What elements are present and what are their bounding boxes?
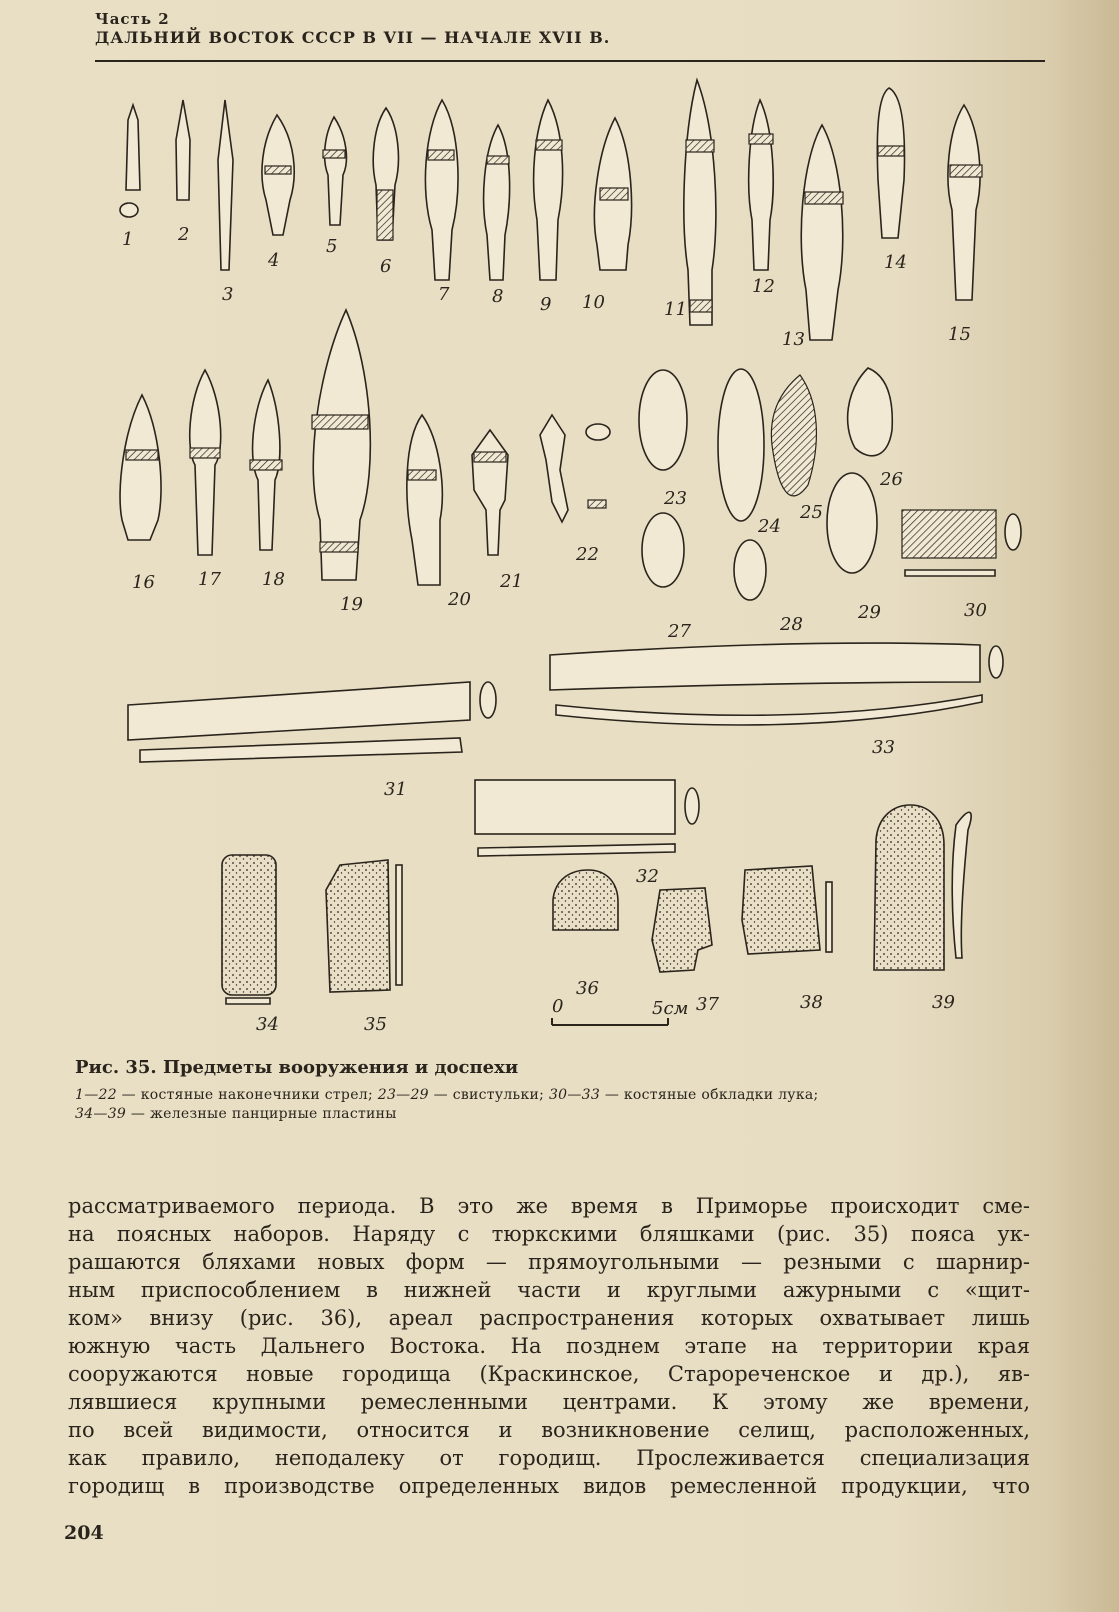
figure-label: 23 [664,488,687,509]
legend-text: — свистульки; [428,1087,549,1103]
figure-label: 25 [800,502,823,523]
legend-range: 23—29 [377,1087,429,1103]
figure-label: 14 [884,252,907,273]
legend-range: 1—22 [75,1087,117,1103]
legend-text: — костяные обкладки лука; [600,1087,819,1103]
caption-legend [75,1086,1035,1124]
figure-label: 24 [758,516,781,537]
figure-label: 21 [500,571,523,592]
figure-label: 32 [636,866,659,887]
figure-label: 10 [582,292,605,313]
figure-label: 9 [540,294,552,315]
figure-label: 3 [222,284,234,305]
legend-text: — костяные наконечники стрел; [116,1087,378,1103]
figure-label: 38 [800,992,823,1013]
chapter-title: ДАЛЬНИЙ ВОСТОК СССР В VII — НАЧАЛЕ XVII В. [95,28,611,47]
caption-title: Рис. 35. Предметы вооружения и доспехи [75,1057,519,1078]
body-line: на поясных наборов. Наряду с тюркскими бляшками (рис. 35) пояса ук- [68,1222,1030,1246]
legend-range: 30—33 [548,1087,601,1103]
figure-label: 30 [964,600,987,621]
scale-start-label: 0 [552,996,564,1017]
figure-label: 11 [664,299,687,320]
body-line: ком» внизу (рис. 36), ареал распространения которых охватывает лишь [68,1306,1030,1330]
body-line: ным приспособлением в нижней части и круглыми ажурными с «щит- [68,1278,1030,1302]
body-line: как правило, неподалеку от городищ. Прослеживается специализация [68,1446,1030,1470]
figure-label: 12 [752,276,775,297]
header-rule [95,60,1045,62]
body-line: рассматриваемого периода. В это же время в Приморье происходит сме- [68,1194,1030,1218]
figure-label: 19 [340,594,363,615]
figure-label: 22 [576,544,599,565]
part-title: Часть 2 [95,10,170,28]
whistles [639,368,892,600]
figure-label: 17 [198,569,221,590]
figure-label: 16 [132,572,155,593]
running-head [95,10,1045,48]
figure-label: 7 [438,284,450,305]
figure-label: 18 [262,569,285,590]
legend-range: 34—39 [75,1106,127,1122]
figure-label: 20 [448,589,471,610]
body-text [68,1192,1030,1500]
page-number: 204 [64,1522,104,1544]
figure-label: 31 [384,779,407,800]
arrowhead-row-2 [120,310,610,585]
scale-end-label: 5см [652,998,689,1019]
figure-label: 5 [326,236,338,257]
body-line: сооружаются новые городища (Краскинское, Старореченское и др.), яв- [68,1362,1030,1386]
figure-label: 26 [880,469,903,490]
bow-lining-30 [902,510,1021,576]
figure-label: 39 [932,992,955,1013]
figure-label: 36 [576,978,599,999]
figure-label: 8 [492,286,504,307]
body-line: городищ в производстве определенных видов ремесленной продукции, что [68,1474,1030,1498]
figure-label: 34 [256,1014,279,1035]
figure-label: 1 [122,229,134,250]
figure-label: 4 [268,250,280,271]
figure-label: 35 [364,1014,387,1035]
figure-caption [75,1056,1035,1124]
body-line: рашаются бляхами новых форм — прямоугольными — резными с шарнир- [68,1250,1030,1274]
body-line: по всей видимости, относится и возникновение селищ, расположенных, [68,1418,1030,1442]
figure-label: 27 [668,621,691,642]
figure-label: 29 [858,602,881,623]
figure-label: 13 [782,329,805,350]
legend-text: — железные панцирные пластины [126,1106,397,1122]
figure-label: 6 [380,256,392,277]
body-line: южную часть Дальнего Востока. На позднем этапе на территории края [68,1334,1030,1358]
figure-label: 15 [948,324,971,345]
figure-label: 28 [780,614,803,635]
figure-label: 33 [872,737,895,758]
figure-illustration [0,70,1119,1050]
figure-label: 2 [178,224,190,245]
figure-label: 37 [696,994,719,1015]
body-line: лявшиеся крупными ремесленными центрами. К этому же времени, [68,1390,1030,1414]
